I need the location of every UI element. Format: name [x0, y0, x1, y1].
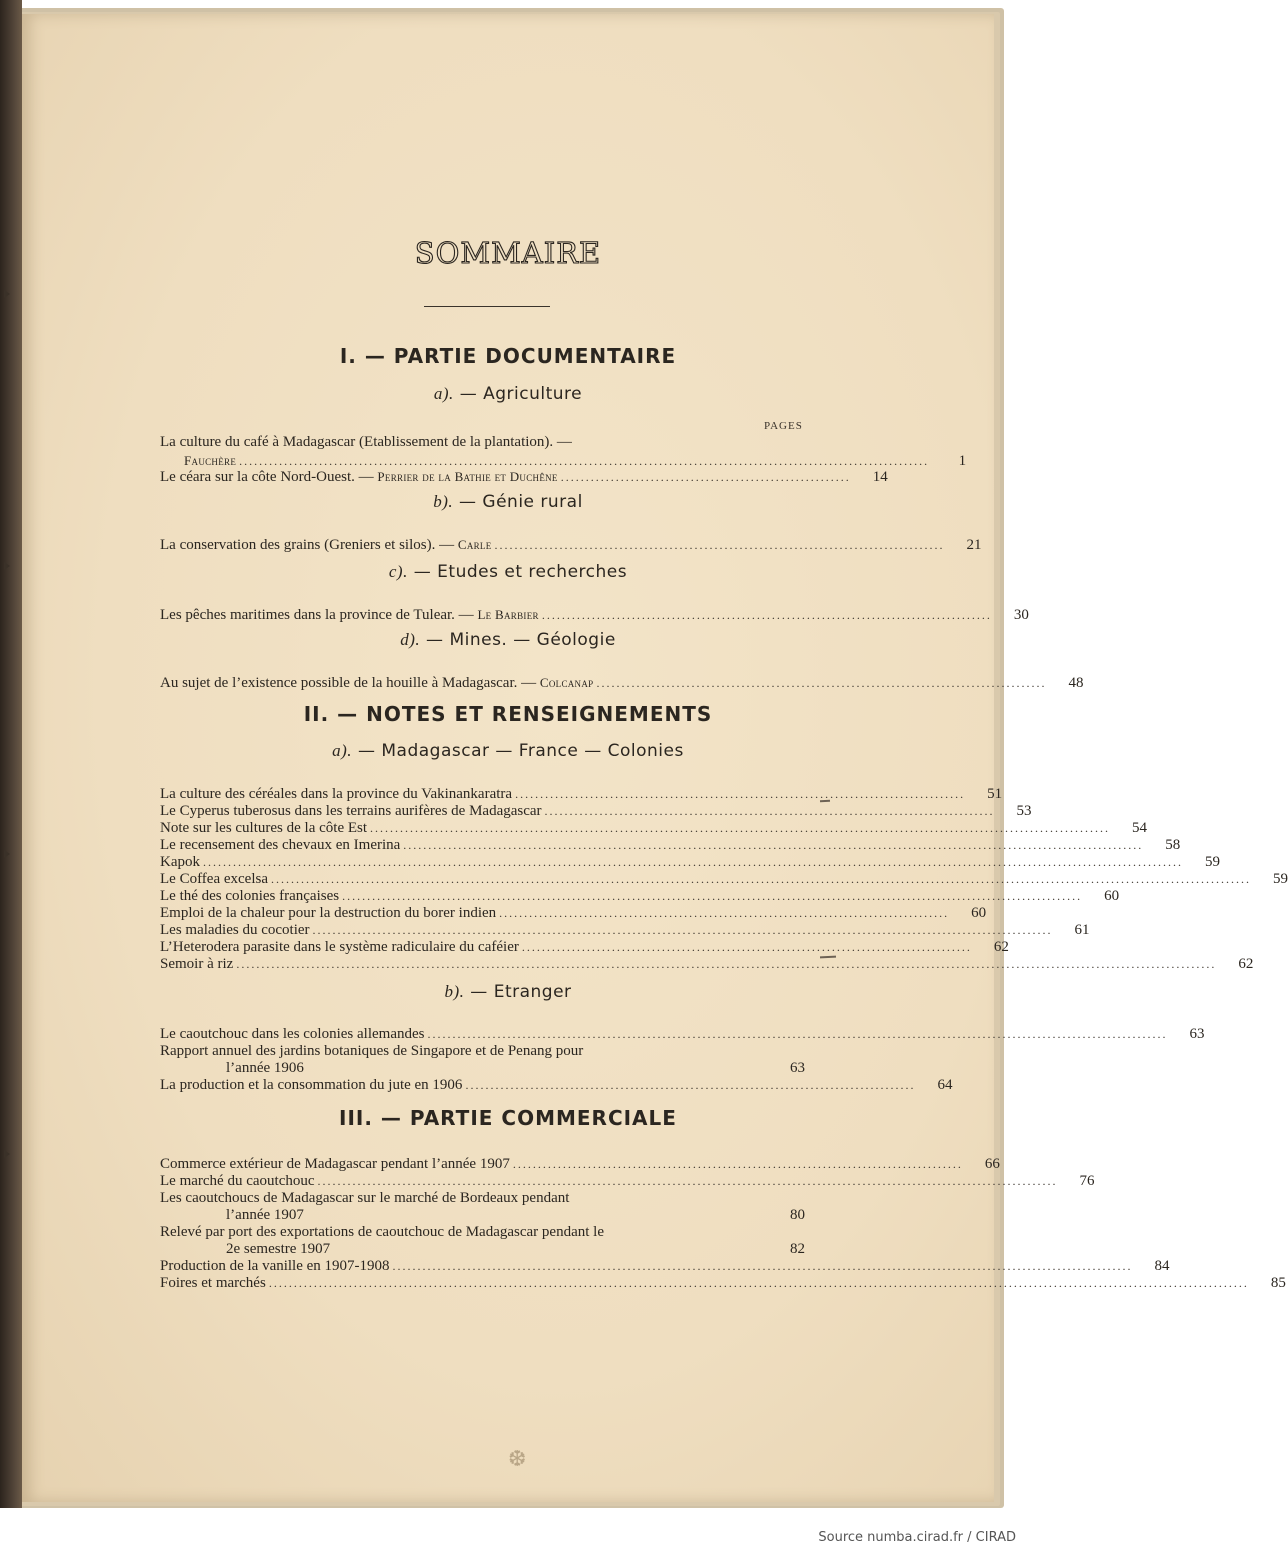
entry-page: 82 — [790, 1241, 805, 1257]
entry-page: 84 — [1154, 1258, 1170, 1274]
toc-entry — [160, 905, 987, 922]
section-letter: c). — [388, 562, 408, 581]
margin-tick-icon — [4, 290, 10, 298]
margin-tick-icon — [4, 850, 10, 858]
section-letter: b). — [433, 492, 454, 511]
entry-title: L’Heterodera parasite dans le système radiculaire du caféier — [160, 939, 519, 955]
entry-page: 63 — [790, 1060, 805, 1076]
pages-column-label: PAGES — [764, 420, 803, 432]
toc-entry — [160, 1275, 1286, 1292]
entry-title: Kapok — [160, 854, 200, 870]
toc-entry — [160, 956, 1254, 973]
section-name: — Mines. — Géologie — [426, 630, 616, 650]
toc-entry — [160, 803, 1032, 820]
part-heading: I. — PARTIE DOCUMENTAIRE — [339, 344, 677, 368]
entry-page: 53 — [1016, 803, 1032, 819]
entry-title-continued: l’année 1907 — [226, 1207, 304, 1223]
leader-dots: .................................................................................................................................................... — [317, 1174, 1058, 1188]
entry-page: 60 — [971, 905, 987, 921]
entry-title: Les maladies du cocotier — [160, 922, 310, 938]
section-name: — Agriculture — [459, 384, 583, 404]
leader-dots: .......................................................................................... — [494, 538, 945, 552]
entry-author: Colcanap — [539, 675, 594, 690]
entry-page: 80 — [790, 1207, 805, 1223]
entry-title: La production et la consommation du jute en 1906 — [160, 1077, 463, 1093]
entry-title: Production de la vanille en 1907-1908 — [160, 1258, 390, 1274]
entry-page: 58 — [1165, 837, 1181, 853]
leader-dots: .................................................................................................................................................................................................... — [203, 855, 1183, 869]
title-divider — [424, 306, 550, 307]
entry-page: 59 — [1205, 854, 1220, 870]
toc-entry — [160, 820, 1148, 837]
entry-author: Fauchère — [184, 453, 237, 468]
entry-page: 54 — [1132, 820, 1148, 836]
entry-page: 48 — [1068, 675, 1084, 691]
entry-page: 51 — [987, 786, 1003, 802]
part-heading: III. — PARTIE COMMERCIALE — [339, 1106, 677, 1130]
part-heading: II. — NOTES ET RENSEIGNEMENTS — [303, 702, 713, 726]
entry-title-continued: l’année 1906 — [226, 1060, 304, 1076]
margin-tick-icon — [4, 562, 10, 570]
section-letter: b). — [444, 982, 465, 1001]
entry-title: Le recensement des chevaux en Imerina — [160, 837, 401, 853]
leader-dots: .......................................................................................... — [521, 940, 972, 954]
toc-entry — [160, 1026, 1205, 1043]
entry-title: Note sur les cultures de la côte Est — [160, 820, 368, 836]
toc-entry-continuation — [160, 452, 967, 469]
toc-entry — [160, 1173, 1095, 1190]
entry-title: Rapport annuel des jardins botaniques de Singapore et de Penang pour — [160, 1043, 584, 1059]
toc-entry — [160, 1156, 1000, 1173]
leader-dots: .......................................................................................... — [544, 804, 995, 818]
toc-entry — [160, 854, 1220, 871]
toc-entry — [160, 1043, 805, 1060]
entry-title: Semoir à riz — [160, 956, 234, 972]
margin-tick-icon — [4, 1150, 10, 1158]
leader-dots: .......................................................................................... — [465, 1078, 916, 1092]
entry-page: 21 — [966, 537, 982, 553]
section-heading — [22, 562, 994, 582]
section-letter: a). — [332, 741, 353, 760]
entry-title: Commerce extérieur de Madagascar pendant l’année 1907 — [160, 1156, 510, 1172]
entry-page: 59 — [1273, 871, 1288, 887]
toc-entry-continuation — [160, 1241, 805, 1258]
entry-author: Carle — [457, 537, 492, 552]
toc-entry — [160, 1224, 805, 1241]
section-letter: d). — [400, 630, 421, 649]
scanned-page — [22, 14, 1288, 1502]
leader-dots: .................................................................................................................................................................................................... — [271, 872, 1251, 886]
toc-entry — [160, 1258, 1170, 1275]
entry-title: Au sujet de l’existence possible de la houille à Madagascar. — — [160, 675, 537, 691]
leader-dots: .......................................................................................................................................... — [239, 454, 930, 468]
toc-entry — [160, 871, 1288, 888]
entry-title: Le Coffea excelsa — [160, 871, 268, 887]
leader-dots: .................................................................................................................................................................................................... — [236, 957, 1217, 971]
entry-page: 62 — [1238, 956, 1254, 972]
toc-entry — [160, 786, 1003, 803]
entry-page: 61 — [1074, 922, 1090, 938]
leader-dots: .......................................................................................... — [515, 787, 966, 801]
entry-title: Foires et marchés — [160, 1275, 266, 1291]
toc-entry — [160, 606, 1029, 623]
entry-title: La conservation des grains (Greniers et silos). — — [160, 537, 455, 553]
section-heading — [22, 741, 994, 761]
entry-author: Perrier de la Bathie et Duchêne — [377, 469, 558, 484]
entry-page: 1 — [958, 453, 967, 469]
entry-page: 60 — [1104, 888, 1120, 904]
entry-page: 14 — [872, 469, 888, 485]
entry-page: 85 — [1270, 1275, 1286, 1291]
toc-entry-continuation — [160, 1207, 805, 1224]
toc-entry — [160, 468, 888, 485]
toc-entry — [160, 939, 1009, 956]
toc-entry — [160, 434, 805, 451]
toc-entry-continuation — [160, 1060, 805, 1077]
toc-entry — [160, 536, 982, 553]
entry-title: Emploi de la chaleur pour la destruction du borer indien — [160, 905, 497, 921]
entry-title: Les caoutchoucs de Madagascar sur le marché de Bordeaux pendant — [160, 1190, 570, 1206]
toc-entry — [160, 922, 1090, 939]
entry-page: 63 — [1189, 1026, 1205, 1042]
leader-dots: .......................................................................................... — [499, 906, 950, 920]
entry-title: Le thé des colonies françaises — [160, 888, 340, 904]
leader-dots: .................................................................................................................................................... — [370, 821, 1111, 835]
toc-entry — [160, 837, 1181, 854]
page-title: SOMMAIRE — [414, 236, 602, 270]
entry-title: Le Cyperus tuberosus dans les terrains aurifères de Madagascar — [160, 803, 542, 819]
book-binding — [0, 0, 22, 1508]
leader-dots: .......................................................................................... — [596, 676, 1047, 690]
entry-page: 64 — [937, 1077, 953, 1093]
leader-dots: .................................................................................................................................................... — [403, 838, 1144, 852]
entry-title: Les pêches maritimes dans la province de Tulear. — — [160, 607, 474, 623]
toc-entry — [160, 1077, 953, 1094]
entry-page: 62 — [993, 939, 1009, 955]
section-heading — [22, 982, 994, 1002]
entry-title: La culture du café à Madagascar (Etablissement de la plantation). — — [160, 434, 572, 450]
entry-title: Le marché du caoutchouc — [160, 1173, 315, 1189]
section-letter: a). — [433, 384, 454, 403]
section-name: — Madagascar — France — Colonies — [357, 741, 684, 761]
leader-dots: .......................................................................................... — [512, 1157, 963, 1171]
entry-title: La culture des céréales dans la province du Vakinankaratra — [160, 786, 513, 802]
source-credit[interactable]: Source numba.cirad.fr / CIRAD — [818, 1530, 1016, 1545]
leader-dots: .................................................................................................................................................... — [342, 889, 1083, 903]
entry-title: Le caoutchouc dans les colonies allemandes — [160, 1026, 425, 1042]
leader-dots: .................................................................................................................................................... — [312, 923, 1053, 937]
section-heading — [22, 630, 994, 650]
entry-title: Relevé par port des exportations de caoutchouc de Madagascar pendant le — [160, 1224, 604, 1240]
entry-page: 76 — [1079, 1173, 1095, 1189]
toc-entry — [160, 1190, 805, 1207]
entry-author: Le Barbier — [477, 607, 539, 622]
section-name: — Génie rural — [459, 492, 583, 512]
leader-dots: .................................................................................................................................................... — [392, 1259, 1133, 1273]
toc-entry — [160, 888, 1120, 905]
section-heading — [22, 384, 994, 404]
section-name: — Etranger — [470, 982, 572, 1002]
leader-dots: .................................................................................................................................................................................................... — [268, 1276, 1249, 1290]
watermark-ornament-icon: ❆ — [508, 1446, 527, 1471]
leader-dots: .......................................................... — [560, 470, 851, 484]
section-name: — Etudes et recherches — [413, 562, 628, 582]
toc-entry — [160, 674, 1084, 691]
leader-dots: .......................................................................................... — [541, 608, 992, 622]
entry-page: 30 — [1013, 607, 1029, 623]
leader-dots: .................................................................................................................................................... — [427, 1027, 1168, 1041]
section-heading — [22, 492, 994, 512]
entry-title: Le céara sur la côte Nord-Ouest. — — [160, 469, 374, 485]
entry-title-continued: 2e semestre 1907 — [226, 1241, 331, 1257]
entry-page: 66 — [984, 1156, 1000, 1172]
